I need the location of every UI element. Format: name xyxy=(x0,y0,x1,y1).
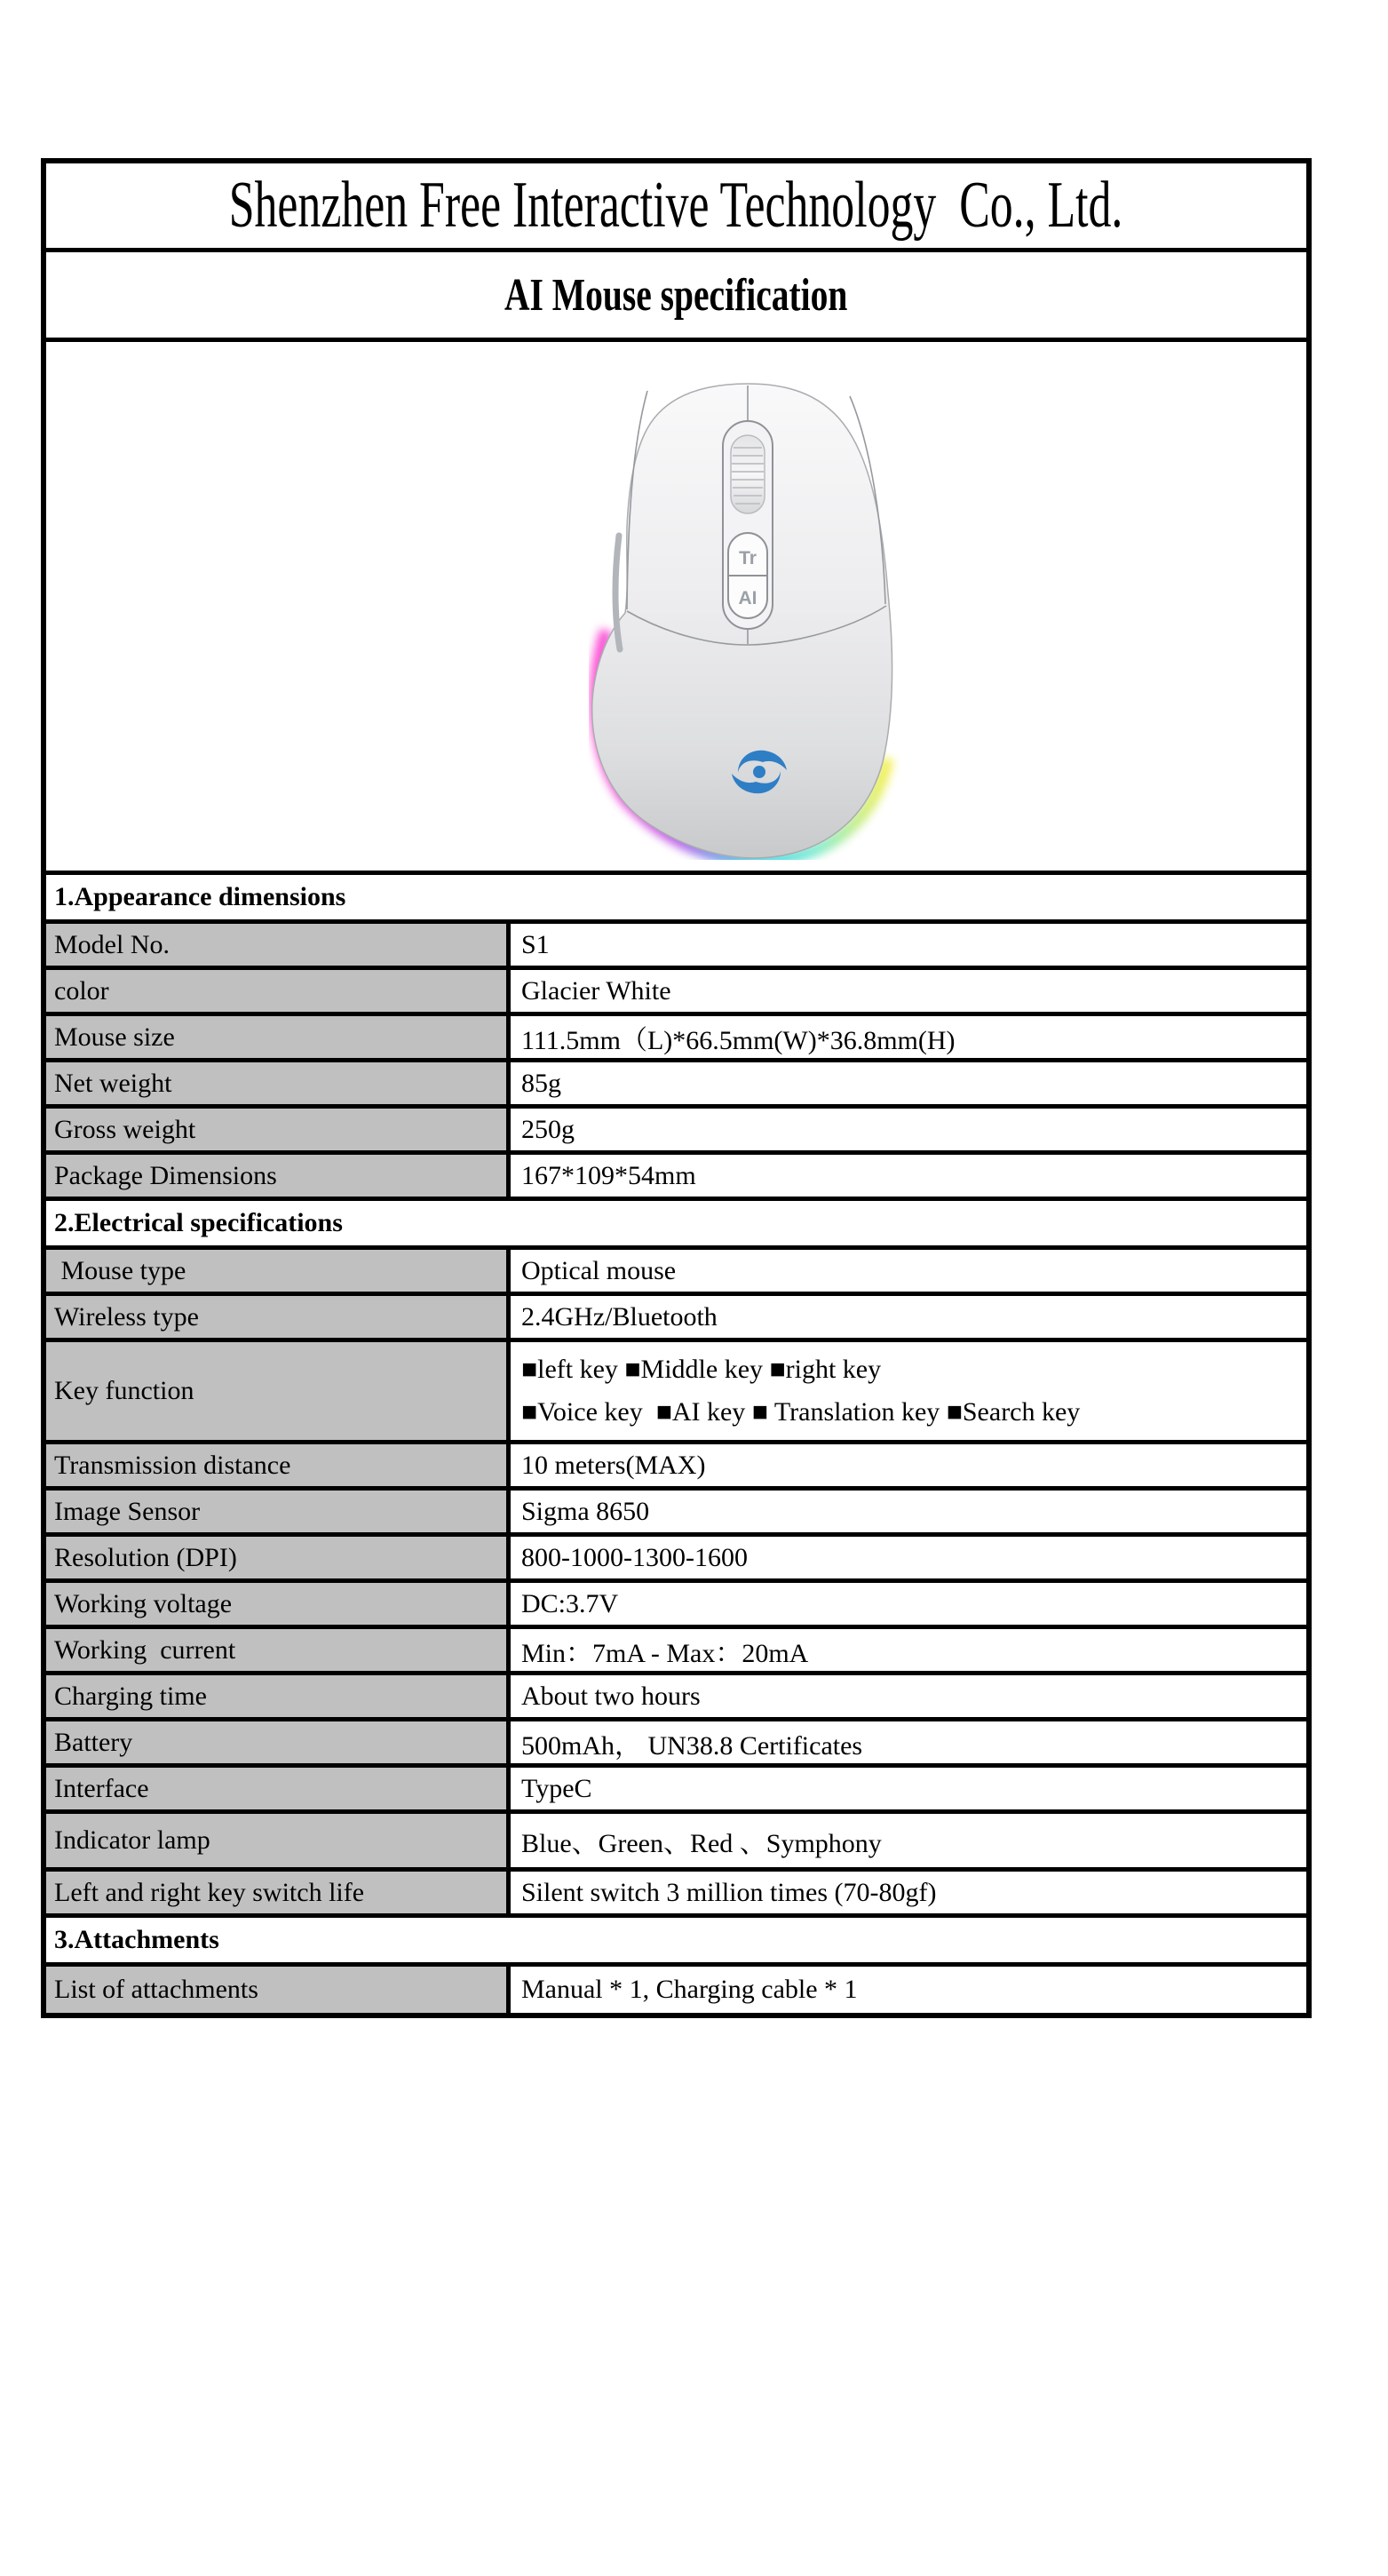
spec-value: About two hours xyxy=(511,1675,1306,1717)
ai-button-label: AI xyxy=(738,588,757,608)
spec-row xyxy=(46,1675,1306,1721)
spec-row xyxy=(46,1967,1306,2013)
product-photo-mouse xyxy=(589,380,910,860)
spec-value: Blue、Green、Red 、Symphony xyxy=(511,1814,1306,1867)
spec-label: List of attachments xyxy=(46,1967,511,2013)
spec-value: 800-1000-1300-1600 xyxy=(511,1537,1306,1578)
spec-value: 250g xyxy=(511,1109,1306,1150)
spec-value: S1 xyxy=(511,924,1306,966)
section-header-attachments: 3.Attachments xyxy=(46,1918,1306,1967)
spec-value: Optical mouse xyxy=(511,1250,1306,1292)
spec-value: 85g xyxy=(511,1062,1306,1104)
spec-label: Package Dimensions xyxy=(46,1155,511,1197)
spec-value: Sigma 8650 xyxy=(511,1491,1306,1532)
spec-value: Min：7mA - Max：20mA xyxy=(511,1629,1306,1671)
spec-row xyxy=(46,1342,1306,1444)
spec-label: Gross weight xyxy=(46,1109,511,1150)
spec-label: Charging time xyxy=(46,1675,511,1717)
spec-row xyxy=(46,1872,1306,1918)
spec-label: Image Sensor xyxy=(46,1491,511,1532)
spec-value: 10 meters(MAX) xyxy=(511,1444,1306,1486)
spec-row xyxy=(46,1629,1306,1675)
spec-label: Working voltage xyxy=(46,1583,511,1625)
spec-row xyxy=(46,1583,1306,1629)
spec-row xyxy=(46,1491,1306,1537)
spec-row xyxy=(46,1721,1306,1768)
section-header-appearance: 1.Appearance dimensions xyxy=(46,875,1306,924)
spec-row xyxy=(46,924,1306,970)
spec-row xyxy=(46,1814,1306,1872)
spec-row xyxy=(46,1062,1306,1109)
spec-table xyxy=(41,158,1312,2018)
spec-value: TypeC xyxy=(511,1768,1306,1809)
spec-value: 111.5mm（L)*66.5mm(W)*36.8mm(H) xyxy=(511,1016,1306,1058)
spec-row xyxy=(46,1109,1306,1155)
spec-label: Left and right key switch life xyxy=(46,1872,511,1913)
spec-row xyxy=(46,1250,1306,1296)
mode-buttons xyxy=(728,533,767,618)
spec-value: DC:3.7V xyxy=(511,1583,1306,1625)
spec-label: Mouse size xyxy=(46,1016,511,1058)
spec-label: Wireless type xyxy=(46,1296,511,1338)
spec-label: Mouse type xyxy=(46,1250,511,1292)
spec-label: Working current xyxy=(46,1629,511,1671)
spec-row xyxy=(46,1296,1306,1342)
side-buttons xyxy=(615,536,620,649)
scroll-wheel-icon xyxy=(731,435,765,513)
spec-label: Indicator lamp xyxy=(46,1814,511,1867)
spec-row xyxy=(46,1768,1306,1814)
spec-value: 2.4GHz/Bluetooth xyxy=(511,1296,1306,1338)
company-name: Shenzhen Free Interactive Technology Co., Ltd. xyxy=(229,169,1123,242)
spec-label: Resolution (DPI) xyxy=(46,1537,511,1578)
spec-label: Key function xyxy=(46,1342,511,1440)
spec-value: 167*109*54mm xyxy=(511,1155,1306,1197)
spec-label: Interface xyxy=(46,1768,511,1809)
spec-label: Net weight xyxy=(46,1062,511,1104)
spec-value: Glacier White xyxy=(511,970,1306,1012)
spec-label: Model No. xyxy=(46,924,511,966)
spec-row xyxy=(46,970,1306,1016)
page-title: AI Mouse specification xyxy=(504,269,848,321)
spec-row xyxy=(46,1537,1306,1583)
doc-title-row xyxy=(46,252,1306,342)
company-title-row xyxy=(46,163,1306,252)
spec-value: 500mAh， UN38.8 Certificates xyxy=(511,1721,1306,1763)
spec-value: ■left key ■Middle key ■right key ■Voice key ■AI key ■ Translation key ■Search key xyxy=(511,1342,1306,1440)
spec-label: Battery xyxy=(46,1721,511,1763)
spec-row xyxy=(46,1444,1306,1491)
spec-value: Silent switch 3 million times (70-80gf) xyxy=(511,1872,1306,1913)
spec-row xyxy=(46,1155,1306,1201)
spec-label: color xyxy=(46,970,511,1012)
spec-row xyxy=(46,1016,1306,1062)
product-image-row xyxy=(46,342,1306,875)
spec-label: Transmission distance xyxy=(46,1444,511,1486)
section-header-electrical: 2.Electrical specifications xyxy=(46,1201,1306,1250)
spec-value: Manual * 1, Charging cable * 1 xyxy=(511,1967,1306,2013)
tr-button-label: Tr xyxy=(739,548,757,568)
